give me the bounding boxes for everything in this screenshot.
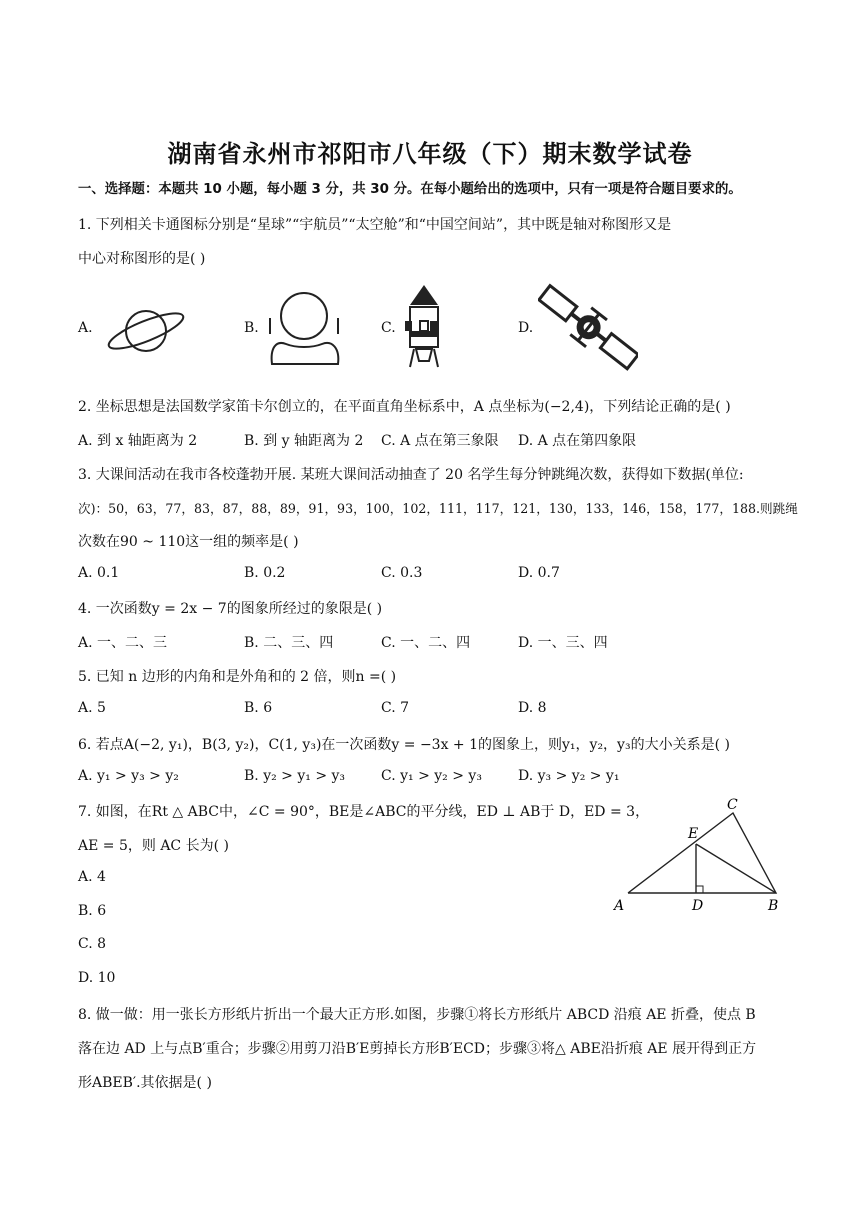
space-capsule-icon <box>402 283 446 373</box>
q5-option-b: B. 6 <box>244 700 273 716</box>
q8-stem-line1: 8. 做一做：用一张长方形纸片折出一个最大正方形.如图，步骤①将长方形纸片 ABCD 沿痕 AE 折叠，使点 B <box>78 1007 756 1023</box>
q7-option-a: A. 4 <box>78 869 106 885</box>
label-d: D <box>692 898 704 914</box>
planet-icon <box>104 304 188 356</box>
q5-option-c: C. 7 <box>381 700 410 716</box>
q4-option-b: B. 二、三、四 <box>244 635 334 651</box>
q7-stem-line1: 7. 如图，在Rt △ ABC中，∠C = 90°，BE是∠ABC的平分线，ED ⊥ AB于 D，ED = 3， <box>78 804 650 820</box>
q7-option-d: D. 10 <box>78 970 116 986</box>
page-title: 湖南省永州市祁阳市八年级（下）期末数学试卷 <box>167 140 693 168</box>
q4-option-c: C. 一、二、四 <box>381 635 471 651</box>
q3-option-a: A. 0.1 <box>78 565 120 581</box>
section-heading: 一、选择题：本题共 10 小题，每小题 3 分，共 30 分。在每小题给出的选项中，只有一项是符合题目要求的。 <box>78 182 742 197</box>
q6-stem: 6. 若点A(−2, y₁)，B(3, y₂)，C(1, y₃)在一次函数y = −3x + 1的图象上，则y₁，y₂，y₃的大小关系是( ) <box>78 737 730 753</box>
q7-option-b: B. 6 <box>78 903 107 919</box>
q7-option-c: C. 8 <box>78 936 107 952</box>
q6-option-d: D. y₃ > y₂ > y₁ <box>518 768 620 784</box>
q3-stem-line3: 次数在90 ~ 110这一组的频率是( ) <box>78 534 299 550</box>
q4-option-a: A. 一、二、三 <box>78 635 168 651</box>
label-c: C <box>727 797 738 813</box>
triangle-abc <box>628 813 776 893</box>
q1-stem-line1: 1. 下列相关卡通图标分别是“星球”“宇航员”“太空舱”和“中国空间站”，其中既是轴对称图形又是 <box>78 217 672 233</box>
q1-option-d-label: D. <box>518 320 534 336</box>
label-a: A <box>614 898 625 914</box>
segment-be <box>696 844 776 893</box>
right-angle-mark <box>696 886 703 893</box>
q2-option-a: A. 到 x 轴距离为 2 <box>78 433 198 449</box>
q1-option-b-label: B. <box>244 320 259 336</box>
label-e: E <box>688 826 699 842</box>
q3-option-b: B. 0.2 <box>244 565 286 581</box>
q3-stem-line2: 次)：50，63，77，83，87，88，89，91，93，100，102，111，117，121，130，133，146，158，177，188.则跳绳 <box>78 501 798 516</box>
astronaut-icon <box>266 290 346 368</box>
q5-option-d: D. 8 <box>518 700 547 716</box>
label-b: B <box>768 898 779 914</box>
q2-option-c: C. A 点在第三象限 <box>381 433 499 449</box>
q2-stem: 2. 坐标思想是法国数学家笛卡尔创立的，在平面直角坐标系中，A 点坐标为(−2,4)，下列结论正确的是( ) <box>78 399 731 415</box>
q1-stem-line2: 中心对称图形的是( ) <box>78 251 206 267</box>
q8-stem-line2: 落在边 AD 上与点B′重合；步骤②用剪刀沿B′E剪掉长方形B′ECD；步骤③将△ ABE沿折痕 AE 展开得到正方 <box>78 1041 757 1057</box>
q6-option-a: A. y₁ > y₃ > y₂ <box>78 768 179 784</box>
space-station-icon <box>538 280 638 376</box>
q2-option-b: B. 到 y 轴距离为 2 <box>244 433 364 449</box>
q5-option-a: A. 5 <box>78 700 106 716</box>
q6-option-b: B. y₂ > y₁ > y₃ <box>244 768 346 784</box>
q7-triangle-figure <box>608 796 794 916</box>
q3-option-d: D. 0.7 <box>518 565 560 581</box>
q3-stem-line1: 3. 大课间活动在我市各校蓬勃开展. 某班大课间活动抽查了 20 名学生每分钟跳绳次数，获得如下数据(单位: <box>78 467 744 483</box>
q6-option-c: C. y₁ > y₂ > y₃ <box>381 768 482 784</box>
q2-option-d: D. A 点在第四象限 <box>518 433 637 449</box>
q3-option-c: C. 0.3 <box>381 565 423 581</box>
q7-stem-line2: AE = 5，则 AC 长为( ) <box>78 838 229 854</box>
q5-stem: 5. 已知 n 边形的内角和是外角和的 2 倍，则n =( ) <box>78 669 397 685</box>
q4-option-d: D. 一、三、四 <box>518 635 608 651</box>
q4-stem: 4. 一次函数y = 2x − 7的图象所经过的象限是( ) <box>78 601 383 617</box>
q1-option-c-label: C. <box>381 320 396 336</box>
q1-option-a-label: A. <box>78 320 93 336</box>
q8-stem-line3: 形ABEB′.其依据是( ) <box>78 1075 212 1091</box>
